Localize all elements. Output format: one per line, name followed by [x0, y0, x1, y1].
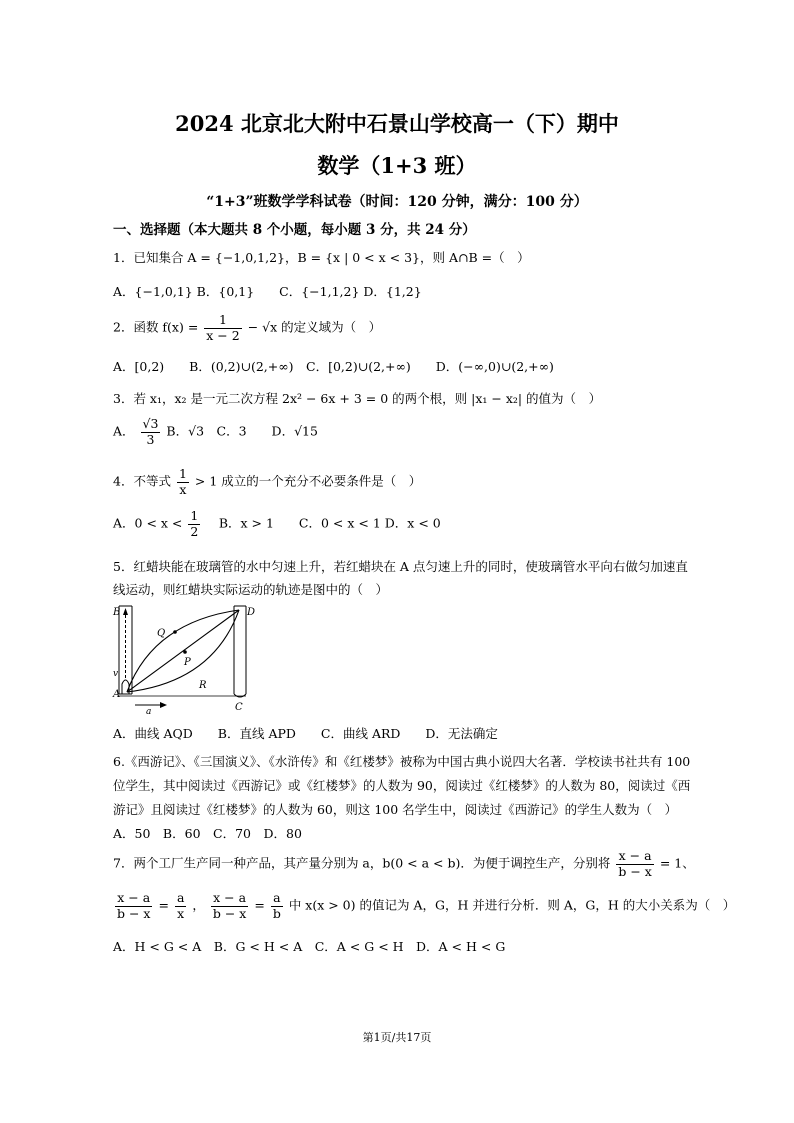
question-6-line3: 游记》且阅读过《红楼梦》的人数为 60，则这 100 名学生中，阅读过《西游记》的学生人数为（ ） — [113, 802, 678, 817]
q7-frac-3 — [175, 892, 186, 920]
question-2-options: A．[0,2) B．(0,2)∪(2,+∞) C．[0,2)∪(2,+∞) D．(−∞,0)∪(2,+∞) — [113, 359, 554, 374]
label-D: D — [247, 607, 256, 618]
question-5-stem-line2: 线运动，则红蜡块实际运动的轨迹是图中的（ ） — [113, 582, 389, 597]
q7-frac-5 — [271, 892, 283, 920]
subject-title: 数学（1+3 班） — [317, 153, 477, 178]
q7-frac-5-den: b — [272, 905, 281, 921]
q7-frac-3-den: x — [177, 905, 185, 921]
question-7-line2 — [113, 892, 735, 920]
q7-frac-2-num: x − a — [115, 892, 152, 907]
q4-opt-a-num: 1 — [190, 508, 199, 523]
question-2-stem — [113, 314, 381, 342]
q3-opt-a-num: √3 — [142, 416, 159, 431]
velocity-arrowhead — [123, 608, 128, 615]
q2-stem-post: − √x 的定义域为（ ） — [247, 319, 382, 335]
label-v: v — [113, 669, 119, 679]
q7-eq4: = — [254, 897, 265, 913]
point-Q — [173, 630, 177, 634]
label-a: a — [146, 707, 152, 717]
q7-line2-post: 中 x(x > 0) 的值记为 A，G，H 并进行分析．则 A，G，H 的大小关系为（ ） — [288, 897, 736, 913]
q3-opt-a-label: A． — [113, 423, 135, 439]
q2-stem-pre: 2．函数 f(x) = — [113, 319, 203, 335]
q4-options-rest: B．x > 1 C．0 < x < 1 D．x < 0 — [206, 515, 441, 531]
q4-fraction — [177, 468, 189, 496]
label-B: B — [113, 607, 121, 618]
q7-frac-2 — [115, 892, 152, 920]
q4-stem-post: > 1 成立的一个充分不必要条件是（ ） — [194, 473, 422, 489]
q3-options-rest: B．√3 C．3 D．√15 — [166, 423, 318, 439]
q4-stem-pre: 4．不等式 — [113, 473, 171, 489]
q7-frac-1-num: x − a — [616, 850, 653, 865]
q7-frac-5-num: a — [271, 892, 283, 907]
q7-line1-pre: 7．两个工厂生产同一种产品，其产量分别为 a，b(0 < a < b)．为便于调控生产，分别将 — [113, 855, 611, 871]
document-title: 2024 北京北大附中石景山学校高一（下）期中 — [175, 111, 619, 136]
q3-opt-a-fraction — [141, 418, 161, 446]
q7-frac-4-den: b − x — [212, 905, 247, 921]
q4-frac-den: x — [179, 481, 187, 497]
q7-frac-3-num: a — [176, 890, 185, 905]
q4-opt-a-fraction — [188, 510, 200, 538]
page-footer: 第1页/共17页 — [362, 1031, 432, 1044]
q4-frac-num: 1 — [178, 466, 187, 481]
question-1-stem: 1．已知集合 A = {−1,0,1,2}，B = {x | 0 < x < 3}，则 A∩B =（ ） — [113, 250, 530, 265]
question-4-options — [113, 510, 441, 538]
q7-eq2: = — [158, 897, 169, 913]
q2-fraction — [204, 314, 241, 342]
question-6-options: A．50 B．60 C．70 D．80 — [113, 826, 302, 841]
question-4-stem — [113, 468, 421, 496]
q7-sep: ， — [192, 897, 205, 913]
exam-info: “1+3”班数学学科试卷（时间：120 分钟，满分：100 分） — [206, 194, 588, 210]
label-A: A — [113, 689, 121, 700]
q7-line1-post: = 1、 — [659, 855, 695, 871]
question-5-options: A．曲线 AQD B．直线 APD C．曲线 ARD D．无法确定 — [113, 726, 498, 741]
q7-frac-1 — [616, 850, 653, 878]
label-R: R — [199, 680, 207, 691]
point-P — [183, 650, 187, 654]
label-C: C — [235, 702, 243, 713]
q7-frac-2-den: b − x — [117, 905, 151, 921]
label-Q: Q — [157, 628, 166, 639]
q4-opt-a-den: 2 — [190, 523, 199, 539]
q7-frac-4 — [211, 892, 248, 920]
section-heading: 一、选择题（本大题共 8 个小题，每小题 3 分，共 24 分） — [113, 222, 476, 238]
line-APD — [127, 610, 239, 692]
right-tube-bottom — [234, 694, 246, 697]
q7-frac-4-num: x − a — [211, 892, 248, 907]
q3-opt-a-den: 3 — [146, 431, 155, 447]
question-5-stem-line1: 5．红蜡块能在玻璃管的水中匀速上升，若红蜡块在 A 点匀速上升的同时，使玻璃管水平向右做匀加速直 — [113, 559, 688, 574]
acceleration-arrowhead — [160, 702, 167, 708]
question-3-stem: 3．若 x₁，x₂ 是一元二次方程 2x² − 6x + 3 = 0 的两个根，则 |x₁ − x₂| 的值为（ ） — [113, 391, 602, 406]
q5-figure — [113, 602, 256, 717]
q2-frac-num: 1 — [204, 314, 241, 329]
question-7-options: A．H < G < A B．G < H < A C．A < G < H D．A < H < G — [113, 939, 506, 954]
q4-opt-a-pre: A．0 < x < — [113, 515, 183, 531]
label-P: P — [184, 657, 191, 668]
question-1-options: A．{−1,0,1} B．{0,1} C．{−1,1,2} D．{1,2} — [113, 284, 422, 299]
q7-frac-1-den: b − x — [618, 863, 652, 879]
question-3-options — [113, 418, 318, 446]
q2-frac-den: x − 2 — [206, 327, 240, 343]
question-6-line1: 6.《西游记》、《三国演义》、《水浒传》和《红楼梦》被称为中国古典小说四大名著．学校读书社共有 100 — [113, 754, 691, 769]
question-6-line2: 位学生，其中阅读过《西游记》或《红楼梦》的人数为 90，阅读过《红楼梦》的人数为 80，阅读过《西 — [113, 778, 691, 793]
question-7-line1 — [113, 850, 695, 878]
